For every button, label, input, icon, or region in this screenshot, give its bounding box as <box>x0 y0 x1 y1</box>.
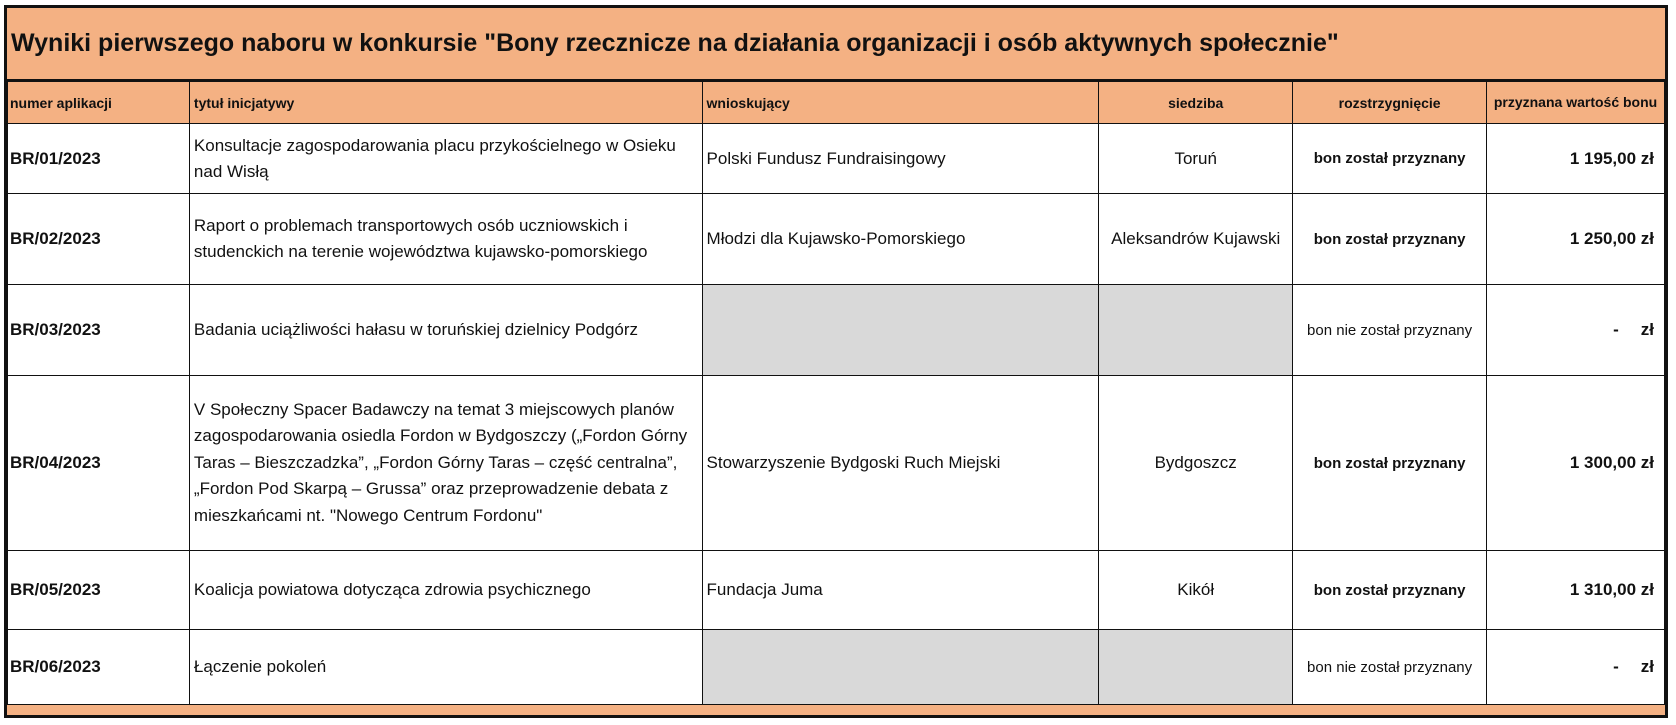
table-row <box>8 194 1665 285</box>
page-title: Wyniki pierwszego naboru w konkursie "Bony rzecznicze na działania organizacji i osób aktywnych społecznie" <box>11 29 1339 57</box>
col-header-decision: rozstrzygnięcie <box>1293 82 1487 124</box>
col-header-value: przyznana wartość bonu <box>1487 82 1665 124</box>
header-row <box>8 82 1665 124</box>
results-table <box>7 81 1665 705</box>
value-dash: - <box>1613 657 1619 676</box>
awarded-value: 1 195,00 zł <box>1487 124 1665 194</box>
bottom-band <box>7 705 1665 715</box>
application-number: BR/01/2023 <box>8 124 190 194</box>
initiative-title: Koalicja powiatowa dotycząca zdrowia psychicznego <box>189 551 702 630</box>
seat: Kikół <box>1099 551 1293 630</box>
value-currency: zł <box>1640 657 1654 676</box>
title-row <box>7 8 1665 81</box>
table-row <box>8 285 1665 376</box>
applicant: Młodzi dla Kujawsko-Pomorskiego <box>702 194 1099 285</box>
value-dash: - <box>1613 320 1619 339</box>
seat: Toruń <box>1099 124 1293 194</box>
decision: bon został przyznany <box>1293 194 1487 285</box>
col-header-initiative: tytuł inicjatywy <box>189 82 702 124</box>
application-number: BR/06/2023 <box>8 630 190 705</box>
seat: Bydgoszcz <box>1099 376 1293 551</box>
applicant-empty <box>702 630 1099 705</box>
applicant-empty <box>702 285 1099 376</box>
decision: bon został przyznany <box>1293 376 1487 551</box>
initiative-title: Łączenie pokoleń <box>189 630 702 705</box>
application-number: BR/05/2023 <box>8 551 190 630</box>
application-number: BR/02/2023 <box>8 194 190 285</box>
decision: bon został przyznany <box>1293 551 1487 630</box>
decision: bon nie został przyznany <box>1293 285 1487 376</box>
applicant: Fundacja Juma <box>702 551 1099 630</box>
table-row <box>8 551 1665 630</box>
application-number: BR/04/2023 <box>8 376 190 551</box>
initiative-title: V Społeczny Spacer Badawczy na temat 3 miejscowych planów zagospodarowania osiedla Fordon w Bydgoszczy („Fordon Górny Taras – Bieszczadzka”, „Fordon Górny Taras – część centralna”, „Fordon Pod Skarpą – Grussa” oraz przeprowadzenie debata z mieszkańcami nt. "Nowego Centrum Fordonu" <box>189 376 702 551</box>
awarded-value <box>1487 285 1665 376</box>
col-header-seat: siedziba <box>1099 82 1293 124</box>
table-row <box>8 124 1665 194</box>
initiative-title: Raport o problemach transportowych osób uczniowskich i studenckich na terenie województwa kujawsko-pomorskiego <box>189 194 702 285</box>
application-number: BR/03/2023 <box>8 285 190 376</box>
seat-empty <box>1099 630 1293 705</box>
applicant: Stowarzyszenie Bydgoski Ruch Miejski <box>702 376 1099 551</box>
decision: bon został przyznany <box>1293 124 1487 194</box>
table-row <box>8 630 1665 705</box>
awarded-value: 1 310,00 zł <box>1487 551 1665 630</box>
decision: bon nie został przyznany <box>1293 630 1487 705</box>
results-sheet <box>4 5 1668 718</box>
value-currency: zł <box>1640 320 1654 339</box>
applicant: Polski Fundusz Fundraisingowy <box>702 124 1099 194</box>
initiative-title: Badania uciążliwości hałasu w toruńskiej dzielnicy Podgórz <box>189 285 702 376</box>
col-header-applicant: wnioskujący <box>702 82 1099 124</box>
awarded-value: 1 300,00 zł <box>1487 376 1665 551</box>
initiative-title: Konsultacje zagospodarowania placu przykościelnego w Osieku nad Wisłą <box>189 124 702 194</box>
awarded-value: 1 250,00 zł <box>1487 194 1665 285</box>
seat-empty <box>1099 285 1293 376</box>
seat: Aleksandrów Kujawski <box>1099 194 1293 285</box>
awarded-value <box>1487 630 1665 705</box>
col-header-number: numer aplikacji <box>8 82 190 124</box>
table-row <box>8 376 1665 551</box>
